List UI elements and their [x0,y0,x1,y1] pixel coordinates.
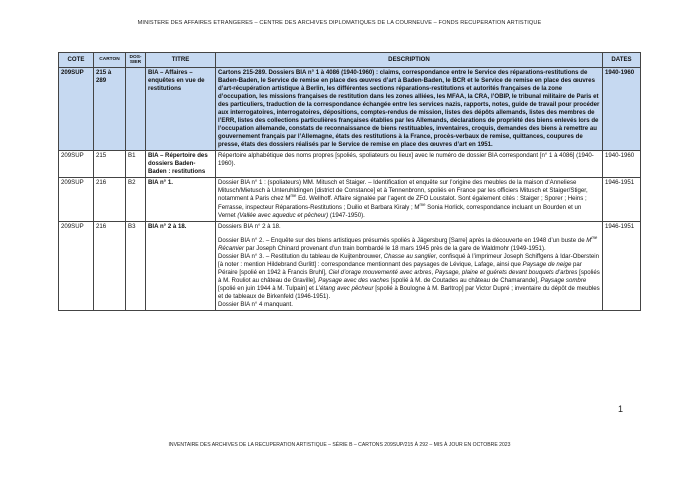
cell-dates: 1946-1951 [603,178,641,221]
cell-carton: 216 [94,221,126,311]
cell-dossier: B1 [126,151,146,178]
inventory-table [58,52,641,311]
artwork-title: (Vallée avec aqueduc et pêcheur) [237,211,329,219]
desc-text: Dossier BIA n° 1 : (spoliateurs) MM. Mitusch et Staiger. – Identification et enquête sur l’origine des meubles de la maison d’Anneliese Mitusch/Mietusch à Unteruhldingen [district de Constance] et à Tennenbronn, spoliés en France par les officiers Mitusch et Staiger/Stiger, notamment à Paris chez M [218,179,588,203]
table-row [59,221,641,311]
col-header-titre: TITRE [146,53,216,68]
cell-titre: BIA n° 2 à 18. [146,221,216,311]
artwork-title: Ciel d’orage mouvementé avec arbres [328,269,432,277]
desc-text: Ed. Wellhoff. Affaire signalée par l’agent de ZFO Loustalot. Sont également cités : Staiger ; Sporer ; Heins ; Ferrasse, inspecteur Réparations-Restitutions ; Duilio et Barbara Kiraly ; M [218,195,587,211]
cell-carton: 215 à 289 [94,68,126,151]
desc-text: [spolié à Boulogne à M. Barltrop] par Victor Dupré ; inventaire du dépôt de meubles et de tableaux de Birkenfeld (1946-1951). [218,285,600,301]
table-row [59,151,641,178]
desc-text: par Péraire [spolié en 1942 à Francis Bruhl], [218,261,582,277]
cell-description: Répertoire alphabétique des noms propres [spoliés, spoliateurs ou lieux] avec le numéro de dossier BIA correspondant [n° 1 à 4086] (1940-1960). [216,151,603,178]
cell-carton: 215 [94,151,126,178]
artwork-title-text: Récamier [218,245,245,253]
cell-dates: 1940-1960 [603,151,641,178]
artwork-title: Paysage sombre [540,277,587,285]
cell-cote: 209SUP [59,178,94,221]
desc-text: [spoliés à M. Rouliot au château de Graville], [218,269,600,285]
desc-text: [spolié en juin 1944 à M. Tulpain] et [218,285,316,293]
desc-paragraph-intro: Dossiers BIA n° 2 à 18. [218,222,281,230]
desc-superscript: me [591,235,598,241]
artwork-title: Paysage, plaine et guérets devant bouquets d’arbres [434,269,578,277]
desc-superscript: me [419,201,426,207]
desc-paragraph-dossier-3 [218,253,600,301]
col-header-dates: DATES [603,53,641,68]
cell-description [216,221,603,311]
col-header-cote: COTE [59,53,94,68]
desc-text: Sonia Horlick, correspondance incluant un Bourden et un Vernet [218,203,582,219]
artwork-title: Paysage avec des vaches [318,277,390,285]
cell-description: Cartons 215-289. Dossiers BIA n° 1 à 4086 (1940-1960) : claims, correspondance entre le Service des réparations-restitutions de Baden-Baden, le Service de remise en place des œuvres d’art à Baden-Baden, le BCR et le Service de remise en place des œuvres d’art-récupération artistique à Berlin, les différentes sections réparations-restitutions et autorités françaises de la zone d’occupation, les missions françaises de restitution dans les zones alliées, les MFAA, la CRA, l’OBIP, le tribunal militaire de Paris et des particuliers, traduction de la correspondance échangée entre les services nazis, rapports, notes, guide de travail pour procéder aux interrogatoires, interrogatoires, dépositions, comptes-rendus de mission, listes des dépôts allemands, listes des membres de l’ERR, listes des collections particulières françaises établies par les Allemands, déclarations de propriété des biens enlevés lors de l’occupation allemande, constats de reconnaissance de biens restituables, inventaires, croquis, demandes des biens à remettre au gouvernement français par l’Allemagne, états des restitutions à la France, procès-verbaux de remise, quittances, coupures de presse, états des dossiers réalisés par le Service de remise en place des œuvres d’art en 1951. [216,68,603,151]
cell-cote: 209SUP [59,151,94,178]
desc-superscript: me [290,193,297,199]
page-footer: INVENTAIRE DES ARCHIVES DE LA RECUPERATION ARTISTIQUE – SÉRIE B – CARTONS 209SUP/215 À 292 – MIS À JOUR EN OCTOBRE 2023 [168,442,511,448]
table-row [59,68,641,151]
cell-titre: BIA n° 1. [146,178,216,221]
desc-text: (1947-1950). [328,211,365,219]
col-header-dossier: DOS-SIER [126,53,146,68]
page-number: 1 [618,404,624,414]
artwork-title: Chasse au sanglier [383,253,436,261]
cell-titre: BIA – Affaires – enquêtes en vue de restitutions [146,68,216,151]
artwork-title: L’étang avec pêcheur [315,285,374,293]
table-row [59,178,641,221]
cell-dossier [126,68,146,151]
cell-dates: 1940-1960 [603,68,641,151]
artwork-title: Paysage de neige [522,261,572,269]
desc-paragraph-dossier-2 [218,237,600,253]
cell-dates: 1946-1951 [603,221,641,311]
page-header: MINISTERE DES AFFAIRES ETRANGERES – CENTRE DES ARCHIVES DIPLOMATIQUES DE LA COURNEUVE – FONDS RECUPERATION ARTISTIQUE [137,20,542,26]
cell-titre: BIA – Répertoire des dossiers Baden-Baden : restitutions [146,151,216,178]
table-header-row [59,53,641,68]
col-header-description: DESCRIPTION [216,53,603,68]
cell-cote: 209SUP [59,221,94,311]
desc-text: Dossier BIA n° 2. – Enquête sur des biens artistiques présumés spoliés à Jägersburg [Sarre] après la découverte en 1948 d’un buste de [218,237,587,245]
desc-text: par Joseph Chinard provenant d’un train bombardé le 18 mars 1945 près de la gare de Waldmohr (1949-1951). [244,245,546,253]
cell-dossier: B2 [126,178,146,221]
cell-dossier: B3 [126,221,146,311]
desc-text: , [431,269,435,277]
desc-paragraph-dossier-4: Dossier BIA n° 4 manquant. [218,301,293,309]
col-header-carton: CARTON [94,53,126,68]
cell-carton: 216 [94,178,126,221]
artwork-title: $M^{me}$ Récamier [218,235,598,253]
desc-text: Dossier BIA n° 3. – Restitution du tableau de Kuijtenbrouwer, [218,253,384,261]
cell-description [216,178,603,221]
desc-text: , confisqué à l’imprimeur Joseph Schiffgens à Idar-Oberstein [à noter : mention Hildebrand Gurlitt] : correspondance mentionnant des paysages de Lévique, Lafage, ainsi que [218,253,600,269]
cell-cote: 209SUP [59,68,94,151]
desc-text: [spolié à M. de Coutades au château de Chamarande], [389,277,541,285]
